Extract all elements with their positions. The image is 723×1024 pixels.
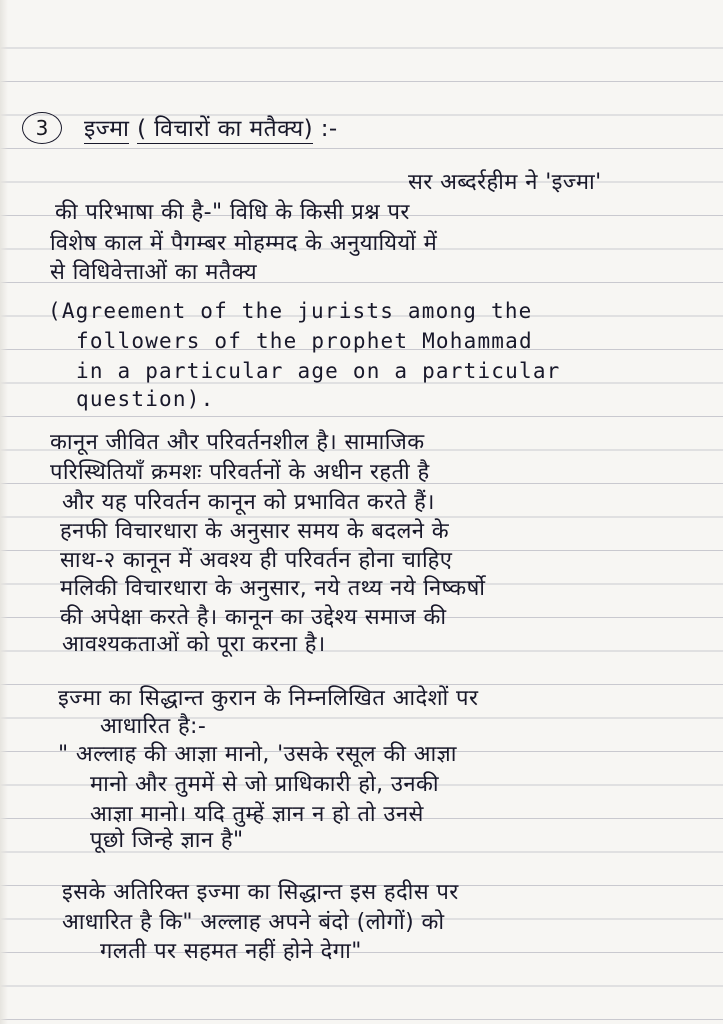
text-line: की अपेक्षा करते है। कानून का उद्देश्य समाज की — [60, 605, 447, 630]
page-edge-shadow — [0, 0, 8, 1024]
section-heading — [84, 114, 338, 144]
text-line: इज्मा का सिद्धान्त कुरान के निम्नलिखित आदेशों पर — [58, 686, 479, 711]
text-line-english: in a particular age on a particular — [76, 359, 561, 383]
text-line-english: (Agreement of the jurists among the — [48, 299, 533, 323]
text-line: आवश्यकताओं को पूरा करना है। — [62, 632, 326, 657]
text-line: से विधिवेत्ताओं का मतैक्य — [50, 260, 258, 285]
text-line: आज्ञा मानो। यदि तुम्हें ज्ञान न हो तो उनसे — [90, 802, 424, 827]
text-line: परिस्थितियाँ क्रमशः परिवर्तनों के अधीन रहती है — [50, 460, 430, 485]
text-line: की परिभाषा की है-" विधि के किसी प्रश्न पर — [55, 200, 410, 225]
text-line: " अल्लाह की आज्ञा मानो, 'उसके रसूल की आज्ञा — [58, 742, 457, 767]
text-line: पूछो जिन्हे ज्ञान है" — [90, 828, 244, 853]
text-line: हनफी विचारधारा के अनुसार समय के बदलने के — [60, 519, 450, 544]
text-line: सर अब्दर्रहीम ने 'इज्मा' — [408, 170, 602, 195]
heading-subtitle: ( विचारों का मतैक्य) — [137, 116, 313, 142]
text-line: आधारित है कि" अल्लाह अपने बंदो (लोगों) को — [62, 910, 445, 935]
text-line: इसके अतिरिक्त इज्मा का सिद्धान्त इस हदीस पर — [62, 880, 459, 905]
text-line: और यह परिवर्तन कानून को प्रभावित करते हैं। — [62, 490, 435, 515]
text-line: कानून जीवित और परिवर्तनशील है। सामाजिक — [50, 430, 425, 455]
heading-title: इज्मा — [84, 116, 130, 142]
text-line: विशेष काल में पैगम्बर मोहम्मद के अनुयायियों में — [50, 231, 438, 256]
text-line-english: followers of the prophet Mohammad — [76, 329, 533, 353]
text-line: आधारित है:- — [100, 714, 207, 739]
text-line-english: question). — [76, 387, 215, 411]
text-line: साथ-२ कानून में अवश्य ही परिवर्तन होना चाहिए — [60, 548, 453, 573]
text-line: मलिकी विचारधारा के अनुसार, नये तथ्य नये निष्कर्षो — [60, 576, 486, 601]
section-number-circle: 3 — [22, 112, 62, 144]
heading-suffix: :- — [312, 116, 338, 142]
text-line: गलती पर सहमत नहीं होने देगा" — [100, 939, 362, 964]
text-line: मानो और तुममें से जो प्राधिकारी हो, उनकी — [90, 772, 439, 797]
